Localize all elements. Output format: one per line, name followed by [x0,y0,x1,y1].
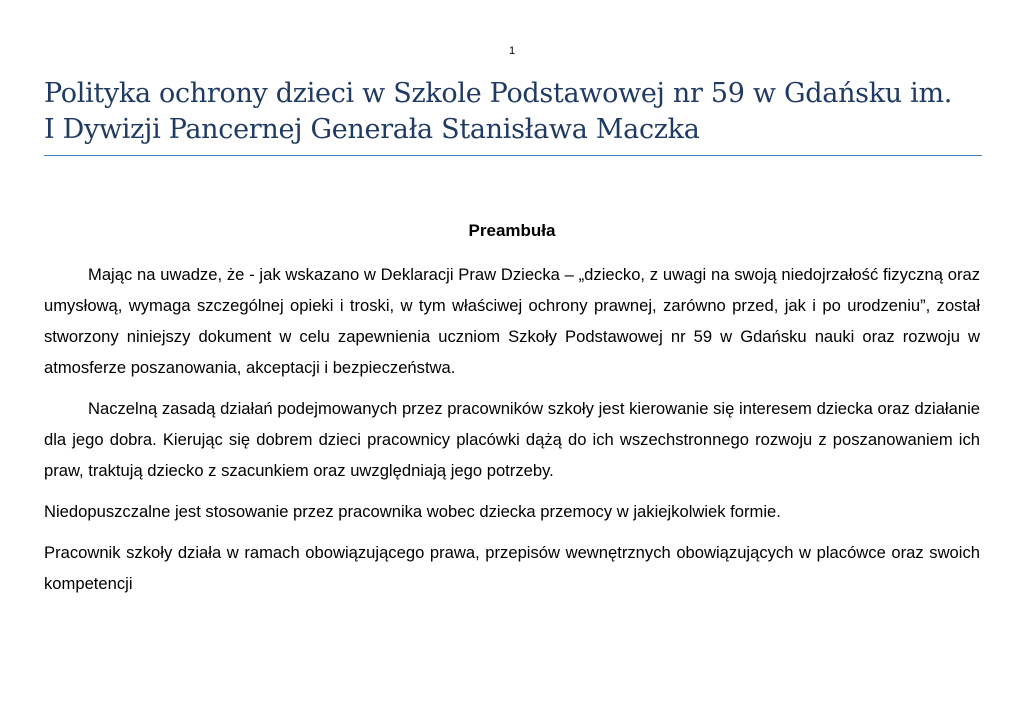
document-title-line-1: Polityka ochrony dzieci w Szkole Podstawowej nr 59 w Gdańsku im. [44,78,953,109]
paragraph-4: Pracownik szkoły działa w ramach obowiązującego prawa, przepisów wewnętrznych obowiązujących w placówce oraz swoich kompetencji [44,543,980,593]
paragraph-2: Naczelną zasadą działań podejmowanych przez pracowników szkoły jest kierowanie się interesem dziecka oraz działanie dla jego dobra. Kierując się dobrem dzieci pracownicy placówki dążą do ich wszechstronnego rozwoju z poszanowaniem ich praw, traktują dziecko z szacunkiem oraz uwzględniają jego potrzeby. [44,399,980,480]
document-title-line-2: I Dywizji Pancernej Generała Stanisława Maczka [44,114,700,145]
title-underline-rule [44,155,982,156]
document-title [44,76,984,148]
page-number: 1 [508,45,516,57]
paragraph-1: Mając na uwadze, że - jak wskazano w Deklaracji Praw Dziecka – „dziecko, z uwagi na swoją niedojrzałość fizyczną oraz umysłową, wymaga szczególnej opieki i troski, w tym właściwej ochrony prawnej, zarówno przed, jak i po urodzeniu”, został stworzony niniejszy dokument w celu zapewnienia uczniom Szkoły Podstawowej nr 59 w Gdańsku nauki oraz rozwoju w atmosferze poszanowania, akceptacji i bezpieczeństwa. [44,265,980,377]
section-heading-preamble: Preambuła [468,221,556,240]
paragraph-3: Niedopuszczalne jest stosowanie przez pracownika wobec dziecka przemocy w jakiejkolwiek formie. [44,502,781,521]
preamble-body [44,259,980,609]
